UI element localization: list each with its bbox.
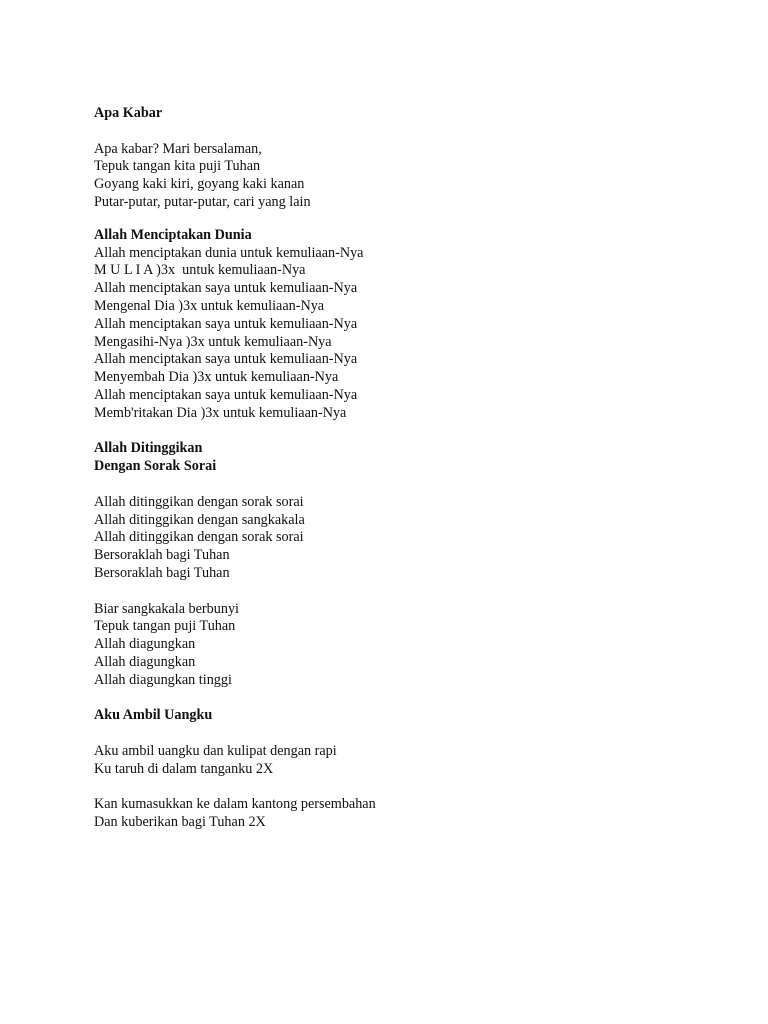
lyric-line: Allah menciptakan saya untuk kemuliaan-Nya xyxy=(94,315,358,332)
lyric-line: Allah ditinggikan dengan sorak sorai xyxy=(94,493,304,510)
lyric-line: Mengenal Dia )3x untuk kemuliaan-Nya xyxy=(94,297,325,314)
lyric-line: Mengasihi-Nya )3x untuk kemuliaan-Nya xyxy=(94,333,332,350)
lyric-line: Allah menciptakan dunia untuk kemuliaan-Nya xyxy=(94,244,364,261)
song xyxy=(94,227,714,423)
stanza xyxy=(94,494,714,583)
lyric-line: Allah menciptakan saya untuk kemuliaan-Nya xyxy=(94,351,358,368)
lyric-line: Menyembah Dia )3x untuk kemuliaan-Nya xyxy=(94,369,339,386)
song-sheet xyxy=(94,105,714,832)
stanza xyxy=(94,141,714,212)
lyric-line: Biar sangkakala berbunyi xyxy=(94,600,239,617)
lyric-line: Aku ambil uangku dan kulipat dengan rapi xyxy=(94,742,337,759)
lyric-line: Goyang kaki kiri, goyang kaki kanan xyxy=(94,176,305,193)
song xyxy=(94,707,714,832)
lyric-line: Dan kuberikan bagi Tuhan 2X xyxy=(94,814,266,831)
stanza xyxy=(94,796,714,832)
lyric-line: Ku taruh di dalam tanganku 2X xyxy=(94,760,274,777)
lyric-line: Allah menciptakan saya untuk kemuliaan-Nya xyxy=(94,386,358,403)
lyric-line: Allah ditinggikan dengan sorak sorai xyxy=(94,529,304,546)
stanza xyxy=(94,245,714,423)
lyric-line: Memb'ritakan Dia )3x untuk kemuliaan-Nya xyxy=(94,404,347,421)
lyric-line: Tepuk tangan puji Tuhan xyxy=(94,618,236,635)
song-title: Aku Ambil Uangku xyxy=(94,707,213,724)
lyric-line: Putar-putar, putar-putar, cari yang lain xyxy=(94,193,311,210)
lyric-line: Bersoraklah bagi Tuhan xyxy=(94,547,230,564)
song-title: Apa Kabar xyxy=(94,105,163,121)
song xyxy=(94,440,714,689)
song xyxy=(94,105,714,212)
lyric-line: Kan kumasukkan ke dalam kantong persembahan xyxy=(94,796,376,813)
lyric-line: Allah diagungkan xyxy=(94,636,196,653)
lyric-line: Tepuk tangan kita puji Tuhan xyxy=(94,158,261,175)
song-title: Dengan Sorak Sorai xyxy=(94,458,217,475)
lyric-line: M U L I A )3x untuk kemuliaan-Nya xyxy=(94,262,306,279)
lyric-line: Bersoraklah bagi Tuhan xyxy=(94,564,230,581)
lyric-line: Allah menciptakan saya untuk kemuliaan-Nya xyxy=(94,280,358,297)
lyric-line: Allah diagungkan tinggi xyxy=(94,671,232,688)
stanza xyxy=(94,601,714,690)
song-title: Allah Menciptakan Dunia xyxy=(94,226,252,243)
lyric-line: Apa kabar? Mari bersalaman, xyxy=(94,140,262,157)
lyric-line: Allah ditinggikan dengan sangkakala xyxy=(94,511,305,528)
stanza xyxy=(94,743,714,779)
lyric-line: Allah diagungkan xyxy=(94,653,196,670)
song-title: Allah Ditinggikan xyxy=(94,440,203,457)
